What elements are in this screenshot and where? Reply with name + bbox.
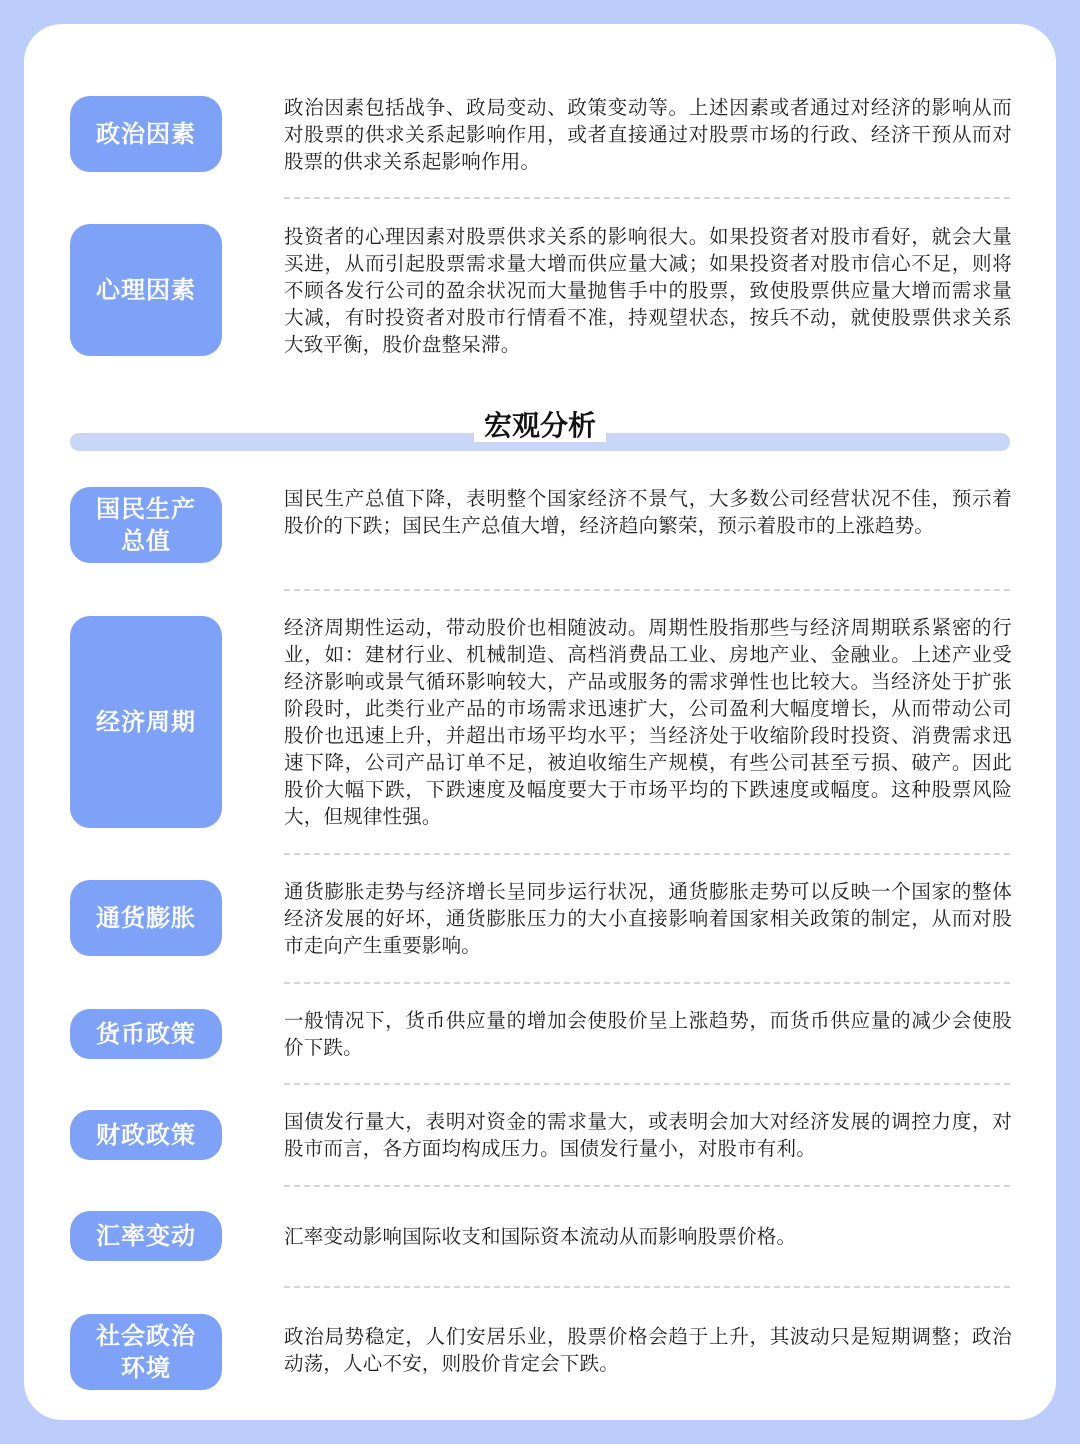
desc-fiscal-policy: 国债发行量大，表明对资金的需求量大，或表明会加大对经济发展的调控力度，对股市而言，各方面均构成压力。国债发行量小，对股市有利。 [284,1110,1012,1160]
section-title-text: 宏观分析 [474,409,606,442]
desc-inflation: 通货膨胀走势与经济增长呈同步运行状况，通货膨胀走势可以反映一个国家的整体经济发展的好坏，通货膨胀压力的大小直接影响着国家相关政策的制定，从而对股市走向产生重要影响。 [284,880,1012,957]
divider [284,197,1010,199]
desc-social-political-environment: 政治局势稳定，人们安居乐业，股票价格会趋于上升，其波动只是短期调整；政治动荡，人心不安，则股价肯定会下跌。 [284,1325,1012,1375]
tag-exchange-rate: 汇率变动 [70,1211,222,1261]
divider [284,1185,1010,1187]
tag-gnp: 国民生产总值 [70,487,222,563]
divider [284,853,1010,855]
divider [284,589,1010,591]
tag-social-political-environment: 社会政治环境 [70,1314,222,1390]
tag-fiscal-policy: 财政政策 [70,1110,222,1160]
tag-economic-cycle: 经济周期 [70,616,222,828]
tag-monetary-policy: 货币政策 [70,1009,222,1059]
tag-inflation: 通货膨胀 [70,880,222,956]
divider [284,1286,1010,1288]
divider [284,982,1010,984]
tag-psychological-factors: 心理因素 [70,224,222,356]
desc-gnp: 国民生产总值下降，表明整个国家经济不景气，大多数公司经营状况不佳，预示着股价的下跌；国民生产总值大增，经济趋向繁荣，预示着股市的上涨趋势。 [284,487,1012,537]
section-title [0,406,1080,446]
tag-political-factors: 政治因素 [70,96,222,172]
desc-economic-cycle: 经济周期性运动，带动股价也相随波动。周期性股指那些与经济周期联系紧密的行业，如：建材行业、机械制造、高档消费品工业、房地产业、金融业。上述产业受经济影响或景气循环影响较大，产品或服务的需求弹性也比较大。当经济处于扩张阶段时，此类行业产品的市场需求迅速扩大，公司盈利大幅度增长，从而带动公司股价也迅速上升，并超出市场平均水平；当经济处于收缩阶段时投资、消费需求迅速下降，公司产品订单不足，被迫收缩生产规模，有些公司甚至亏损、破产。因此股价大幅下跌，下跌速度及幅度要大于市场平均的下跌速度或幅度。这种股票风险大，但规律性强。 [284,616,1012,828]
desc-political-factors: 政治因素包括战争、政局变动、政策变动等。上述因素或者通过对经济的影响从而对股票的供求关系起影响作用，或者直接通过对股票市场的行政、经济干预从而对股票的供求关系起影响作用。 [284,96,1012,173]
desc-monetary-policy: 一般情况下，货币供应量的增加会使股价呈上涨趋势，而货币供应量的减少会使股价下跌。 [284,1009,1012,1059]
divider [284,1083,1010,1085]
desc-exchange-rate: 汇率变动影响国际收支和国际资本流动从而影响股票价格。 [284,1225,797,1248]
desc-psychological-factors: 投资者的心理因素对股票供求关系的影响很大。如果投资者对股市看好，就会大量买进，从而引起股票需求量大增而供应量大减；如果投资者对股市信心不足，则将不顾各发行公司的盈余状况而大量抛售手中的股票，致使股票供应量大增而需求量大减，有时投资者对股市行情看不准，持观望状态，按兵不动，就使股票供求关系大致平衡，股价盘整呆滞。 [284,225,1012,356]
